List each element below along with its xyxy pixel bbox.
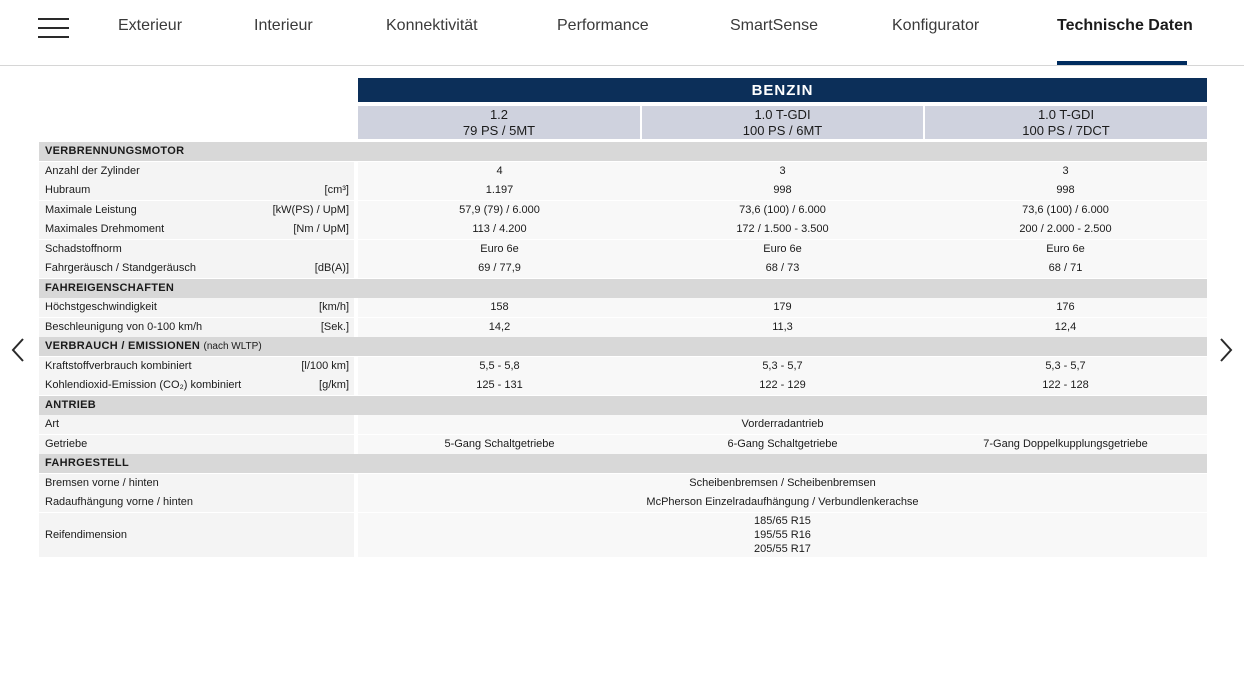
- row-value: 3: [1062, 164, 1069, 177]
- row-value: 125 - 131: [476, 379, 523, 391]
- row-value: 14,2: [488, 320, 511, 333]
- row-value: 68 / 71: [1048, 262, 1083, 274]
- menu-icon[interactable]: [38, 18, 69, 39]
- row-value: Scheibenbremsen / Scheibenbremsen: [689, 476, 876, 489]
- row-value: 1.197: [485, 184, 514, 196]
- row-label: Reifendimension: [45, 528, 127, 541]
- section-label: VERBRAUCH / EMISSIONEN: [45, 340, 201, 352]
- row-value: 200 / 2.000 - 2.500: [1019, 223, 1112, 235]
- engine-spec: 100 PS / 6MT: [742, 123, 823, 138]
- row-value: [358, 513, 1207, 556]
- fuel-header: BENZIN: [358, 78, 1207, 102]
- row-label: Höchstgeschwindigkeit: [45, 301, 157, 313]
- row-unit: [kW(PS) / UpM]: [272, 203, 349, 216]
- top-navigation: [0, 0, 1244, 66]
- row-value: 998: [1056, 184, 1075, 196]
- section-title: [45, 142, 184, 161]
- row-value: 122 - 128: [1042, 379, 1089, 391]
- row-label: Kraftstoffverbrauch kombiniert: [45, 359, 192, 372]
- engine-spec: 100 PS / 7DCT: [1022, 123, 1110, 138]
- table-row: [39, 298, 1207, 317]
- engine-header: [925, 106, 1207, 139]
- row-value: 176: [1056, 301, 1075, 313]
- row-unit: [g/km]: [319, 379, 349, 391]
- table-row: [39, 318, 1207, 337]
- row-label: Hubraum: [45, 184, 91, 196]
- row-value-line: 205/55 R17: [754, 542, 811, 555]
- row-label: Beschleunigung von 0-100 km/h: [45, 320, 203, 333]
- next-arrow-icon[interactable]: [1219, 338, 1233, 362]
- row-label: Fahrgeräusch / Standgeräusch: [45, 262, 197, 274]
- row-value: 5,3 - 5,7: [1045, 359, 1086, 372]
- section-header: [39, 396, 1207, 415]
- row-unit: [cm³]: [324, 184, 349, 196]
- engine-name: 1.2: [489, 107, 509, 122]
- section-header: [39, 142, 1207, 161]
- engine-name: 1.0 T-GDI: [754, 107, 811, 122]
- row-value: 172 / 1.500 - 3.500: [736, 223, 829, 235]
- engine-header: [642, 106, 923, 139]
- row-label: Maximales Drehmoment: [45, 223, 165, 235]
- section-label: FAHRGESTELL: [45, 457, 129, 469]
- section-note: (nach WLTP): [203, 341, 262, 352]
- nav-item-konnektivitaet[interactable]: Konnektivität: [386, 17, 478, 34]
- row-value: 5-Gang Schaltgetriebe: [444, 437, 555, 450]
- row-label: Kohlendioxid-Emission (CO₂) kombiniert: [45, 379, 242, 391]
- row-label: Radaufhängung vorne / hinten: [45, 496, 194, 508]
- engine-name: 1.0 T-GDI: [1037, 107, 1095, 122]
- table-row: [39, 240, 1207, 259]
- nav-item-smartsense[interactable]: SmartSense: [730, 17, 819, 34]
- label-cell: [39, 415, 354, 434]
- table-row: [39, 181, 1207, 200]
- section-header: [39, 337, 1207, 356]
- row-value: 113 / 4.200: [472, 223, 527, 235]
- row-value: 5,3 - 5,7: [762, 359, 803, 372]
- row-value-line: 185/65 R15: [754, 514, 811, 527]
- nav-item-exterieur[interactable]: Exterieur: [118, 17, 183, 34]
- table-row: [39, 376, 1207, 395]
- nav-item-technische-daten[interactable]: Technische Daten: [1057, 17, 1193, 34]
- table-row: [39, 220, 1207, 239]
- row-value: Euro 6e: [763, 242, 802, 255]
- section-title: [45, 396, 96, 415]
- row-value: 179: [773, 301, 792, 313]
- row-unit: [dB(A)]: [314, 262, 349, 274]
- engine-header: [358, 106, 640, 139]
- nav-item-interieur[interactable]: Interieur: [254, 17, 313, 34]
- row-value: 122 - 129: [759, 379, 806, 391]
- row-value: 5,5 - 5,8: [479, 359, 520, 372]
- row-value: 73,6 (100) / 6.000: [739, 203, 826, 216]
- row-value: 998: [773, 184, 792, 196]
- section-label: ANTRIEB: [45, 398, 96, 411]
- row-label: Schadstoffnorm: [45, 242, 122, 255]
- row-value: 6-Gang Schaltgetriebe: [727, 437, 838, 450]
- row-value: 68 / 73: [765, 262, 800, 274]
- row-value: 4: [496, 164, 503, 177]
- row-unit: [Sek.]: [320, 320, 349, 333]
- table-row: [39, 435, 1207, 454]
- table-row: [39, 201, 1207, 220]
- row-value: 3: [779, 164, 786, 177]
- table-row: [39, 493, 1207, 512]
- section-label: VERBRENNUNGSMOTOR: [45, 145, 185, 157]
- row-value: 12,4: [1054, 320, 1077, 333]
- active-tab-indicator: [1057, 61, 1187, 65]
- row-label: Bremsen vorne / hinten: [45, 476, 159, 489]
- row-value: Euro 6e: [480, 242, 519, 255]
- nav-item-performance[interactable]: Performance: [557, 17, 649, 34]
- row-value-line: 195/55 R16: [754, 528, 811, 541]
- row-value: McPherson Einzelradaufhängung / Verbundlenkerachse: [646, 496, 919, 508]
- row-label: Maximale Leistung: [45, 203, 137, 216]
- row-value: 11,3: [772, 320, 793, 333]
- row-value: Vorderradantrieb: [741, 418, 824, 430]
- section-title: [45, 454, 129, 473]
- row-label: Art: [45, 418, 60, 430]
- row-value: 7-Gang Doppelkupplungsgetriebe: [983, 437, 1148, 450]
- row-unit: [Nm / UpM]: [293, 223, 349, 235]
- engine-spec: 79 PS / 5MT: [462, 123, 536, 138]
- section-label: FAHREIGENSCHAFTEN: [45, 281, 175, 294]
- row-value: Euro 6e: [1046, 242, 1085, 255]
- table-row: [39, 259, 1207, 278]
- table-row: [39, 474, 1207, 493]
- row-value: 69 / 77,9: [478, 262, 521, 274]
- row-label: Getriebe: [45, 437, 88, 450]
- section-header: [39, 279, 1207, 298]
- table-row: [39, 357, 1207, 376]
- row-unit: [l/100 km]: [301, 359, 349, 372]
- nav-item-konfigurator[interactable]: Konfigurator: [892, 17, 980, 34]
- section-title: [45, 337, 262, 356]
- section-title: [45, 279, 174, 298]
- row-value: 73,6 (100) / 6.000: [1022, 203, 1109, 216]
- row-label: Anzahl der Zylinder: [45, 164, 140, 177]
- previous-arrow-icon[interactable]: [11, 338, 25, 362]
- row-unit: [km/h]: [319, 301, 349, 313]
- table-row: [39, 162, 1207, 181]
- row-value: 57,9 (79) / 6.000: [459, 203, 540, 216]
- row-value: 158: [490, 301, 509, 313]
- table-row: [39, 513, 1207, 557]
- table-row: [39, 415, 1207, 434]
- section-header: [39, 454, 1207, 473]
